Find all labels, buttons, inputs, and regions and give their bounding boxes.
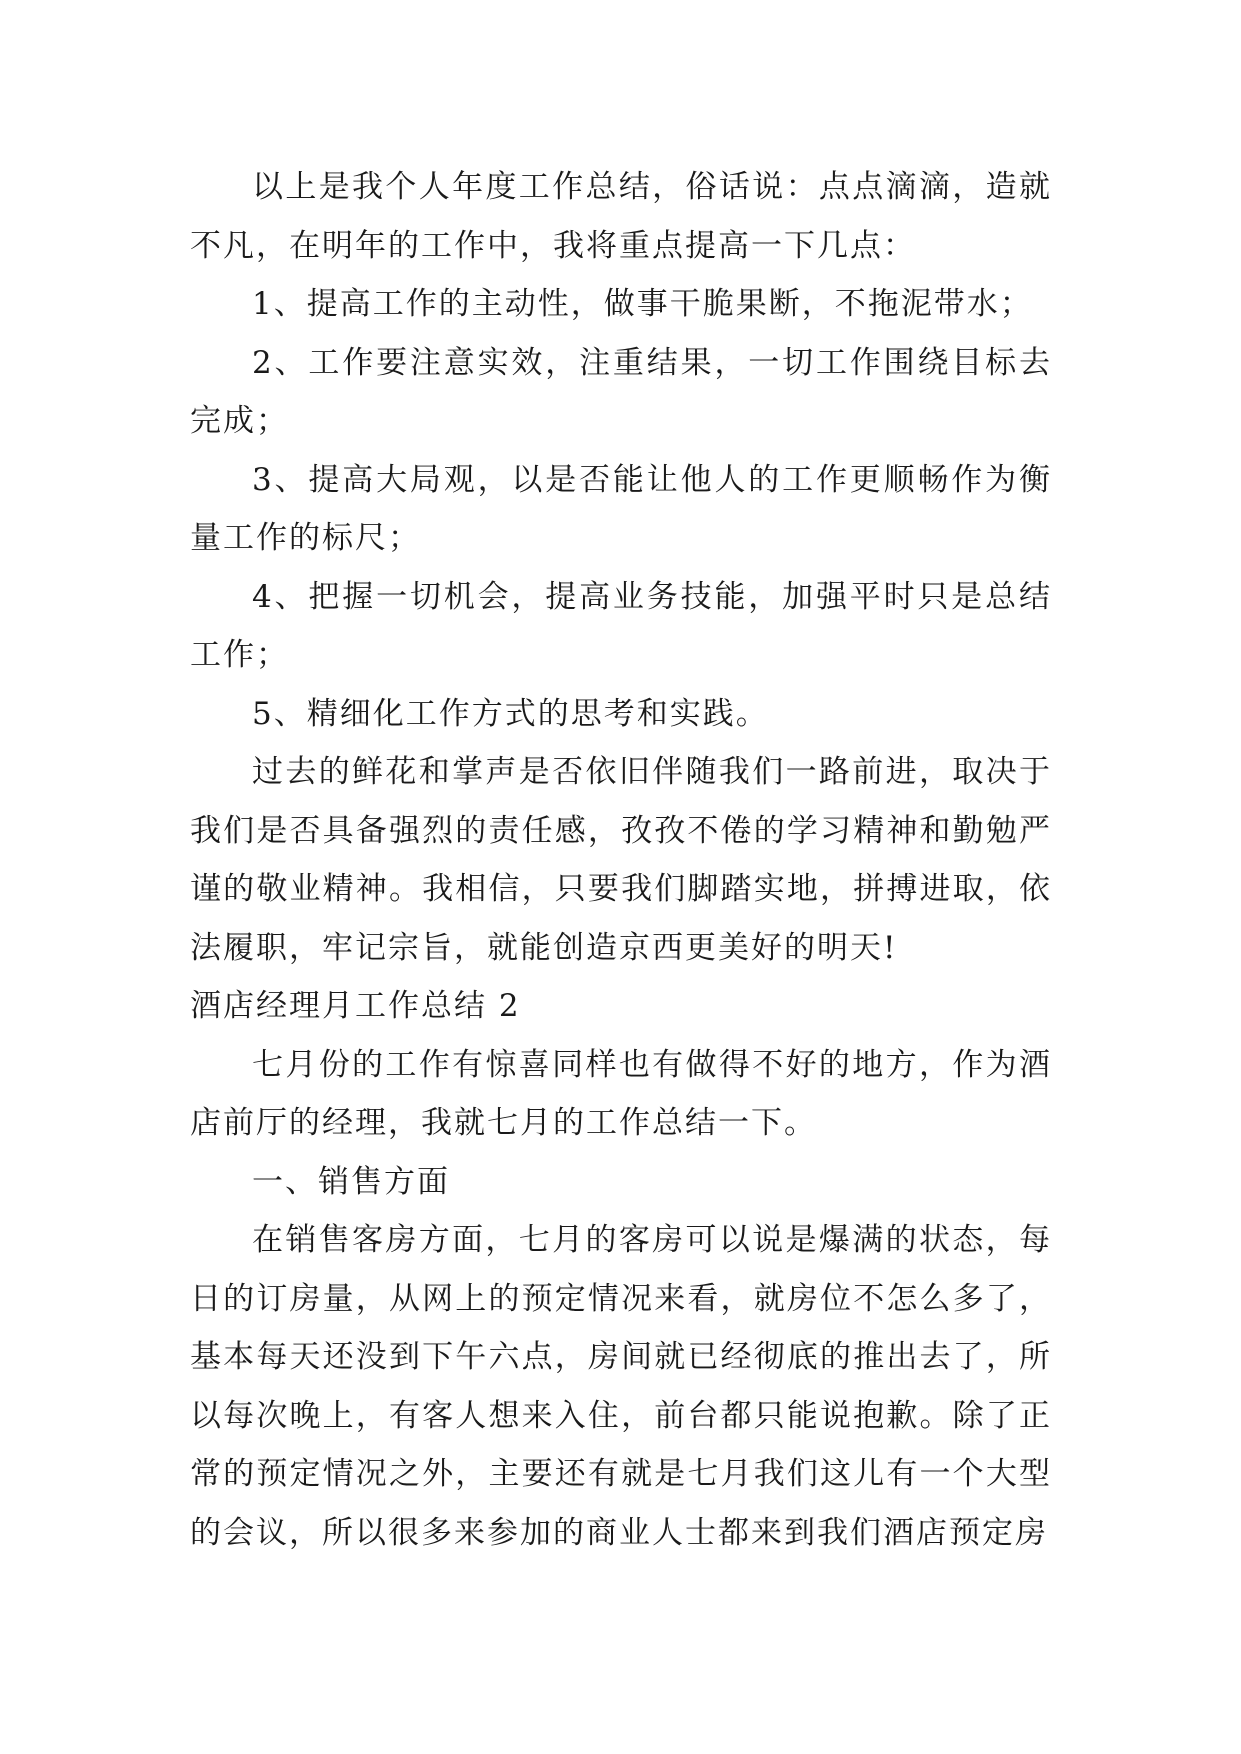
section-heading: 酒店经理月工作总结 2 [190,988,521,1024]
list-item-4: 4、把握一切机会，提高业务技能，加强平时只是总结工作； [190,578,1052,673]
document-page [190,158,1052,1562]
list-item-3: 3、提高大局观，以是否能让他人的工作更顺畅作为衡量工作的标尺； [190,461,1052,556]
subheading-sales: 一、销售方面 [252,1163,450,1200]
list-item-2: 2、工作要注意实效，注重结果，一切工作围绕目标去完成； [190,344,1052,439]
list-item-5: 5、精细化工作方式的思考和实践。 [252,695,769,732]
paragraph-sales: 在销售客房方面，七月的客房可以说是爆满的状态，每日的订房量，从网上的预定情况来看，就房位不怎么多了，基本每天还没到下午六点，房间就已经彻底的推出去了，所以每次晚上，有客人想来入住，前台都只能说抱歉。除了正常的预定情况之外，主要还有就是七月我们这儿有一个大型的会议，所以很多来参加的商业人士都来到我们酒店预定房 [190,1222,1052,1551]
list-item-1: 1、提高工作的主动性，做事干脆果断，不拖泥带水； [252,286,1033,322]
paragraph-july-intro: 七月份的工作有惊喜同样也有做得不好的地方，作为酒店前厅的经理，我就七月的工作总结一下。 [190,1046,1052,1141]
paragraph-summary-intro: 以上是我个人年度工作总结，俗话说：点点滴滴，造就不凡，在明年的工作中，我将重点提高一下几点： [190,169,1052,264]
paragraph-conclusion: 过去的鲜花和掌声是否依旧伴随我们一路前进，取决于我们是否具备强烈的责任感，孜孜不倦的学习精神和勤勉严谨的敬业精神。我相信，只要我们脚踏实地，拼搏进取，依法履职，牢记宗旨，就能创造京西更美好的明天! [190,754,1052,966]
